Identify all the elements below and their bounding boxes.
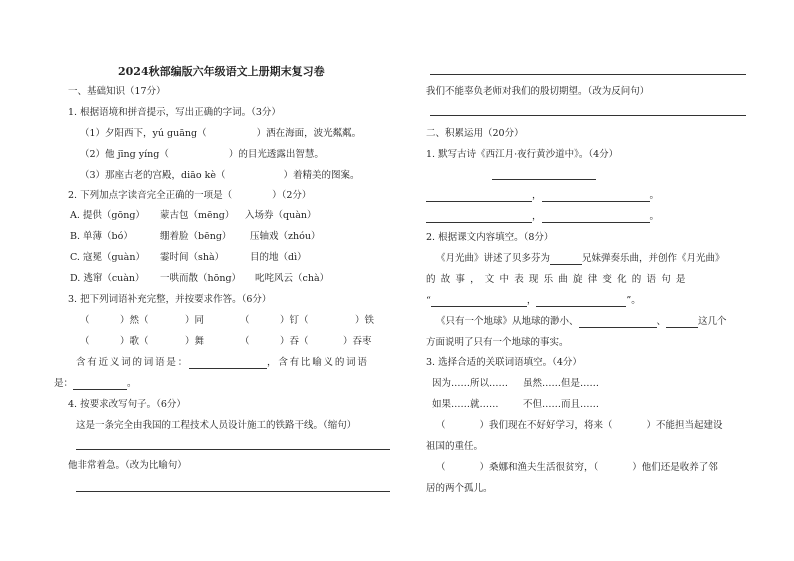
q7-word-1: 因为……所以…… (432, 378, 509, 389)
section-2-heading: 二、积累运用（20分） (426, 128, 524, 139)
q2-option-d-1: D. 逃窜（cuàn） (70, 273, 145, 284)
q2-option-d-3: 叱咤风云（chà） (255, 273, 330, 284)
q4-sentence-2: 他非常着急。（改为比喻句） (68, 460, 187, 471)
question-5: 1. 默写古诗《西江月·夜行黄沙道中》。（4分） (426, 149, 619, 160)
q1-item-1: （1）夕阳西下，yú guāng（ ）洒在海面，波光粼粼。 (80, 128, 362, 139)
q3-answer-line-2: 是： 。 (54, 378, 137, 389)
q7-sentence-1: （ ）我们现在不好好学习，将来（ ）不能担当起建设 (436, 420, 723, 431)
q1-item-2: （2）他 jīng yíng（ ）的目光透露出智慧。 (80, 149, 324, 160)
q2-option-a-1: A. 提供（gōng） (70, 210, 145, 221)
q3-row1-p4: （ (240, 315, 250, 326)
q3-row1-p3: ）同 (185, 315, 205, 326)
q6-line-2: 的故事，文中表现乐曲旋律变化的语句是 (426, 274, 691, 285)
q4-sentence-1: 这是一条完全由我国的工程技术人员设计施工的铁路干线。（缩句） (76, 420, 357, 431)
section-1-heading: 一、基础知识（17分） (68, 86, 166, 97)
poem-title-line[interactable] (492, 179, 596, 180)
q6-line-4: 《只有一个地球》从地球的渺小、 、 这几个 (436, 316, 727, 327)
q7-word-4: 不但……而且…… (523, 399, 600, 410)
q2-option-b-1: B. 单薄（bó） (70, 231, 133, 242)
q7-sentence-1-cont: 祖国的重任。 (426, 441, 484, 452)
r-answer-line-top[interactable] (430, 74, 746, 75)
q3-row2-p3: ）舞 (185, 336, 205, 347)
q3-row2-p6: ）吞枣 (343, 336, 372, 347)
q6-line-1: 《月光曲》讲述了贝多芬为 兄妹弹奏乐曲，并创作《月光曲》 (436, 253, 725, 264)
question-6: 2. 根据课文内容填空。（8分） (426, 232, 554, 243)
q7-sentence-2-cont: 居的两个孤儿。 (426, 483, 493, 494)
question-4: 4. 按要求改写句子。（6分） (68, 399, 186, 410)
q6-line-3: “ ， ”。 (426, 295, 641, 306)
q3-row2-p1: （ (80, 336, 90, 347)
q7-sentence-2: （ ）桑娜和渔夫生活很贫穷，（ ）他们还是收养了邻 (436, 462, 718, 473)
q3-row1-p1b: （ (80, 315, 90, 326)
q6-line-5: 方面说明了只有一个地球的事实。 (426, 337, 569, 348)
q3-answer-line: 含有近义词的词语是： ，含有比喻义的词语 (76, 357, 369, 368)
question-7: 3. 选择合适的关联词语填空。（4分） (426, 357, 582, 368)
q3-row1-p5: ）钉（ (280, 315, 309, 326)
q2-option-a-2: 蒙古包（mēng） (160, 210, 235, 221)
q7-word-3: 如果……就…… (432, 399, 499, 410)
q4-answer-line-2[interactable] (76, 491, 390, 492)
q4-answer-line-1[interactable] (76, 449, 390, 450)
q2-option-a-3: 入场券（quàn） (245, 210, 317, 221)
q2-option-b-3: 压轴戏（zhóu） (250, 231, 321, 242)
q4-answer-line-3[interactable] (430, 115, 746, 116)
q2-option-c-3: 目的地（dì） (250, 252, 307, 263)
q2-option-c-1: C. 寇冕（guàn） (70, 252, 145, 263)
poem-line-2: ， 。 (426, 211, 659, 223)
q3-row1-p2: ）然（ (120, 315, 149, 326)
q3-row1-p6: ）铁 (355, 315, 375, 326)
q7-word-2: 虽然……但是…… (523, 378, 600, 389)
q1-item-3: （3）那座古老的宫殿，diāo kè（ ）着精美的图案。 (80, 170, 360, 181)
q2-option-c-2: 霎时间（shà） (160, 252, 225, 263)
q3-row2-p5: ）吞（ (280, 336, 309, 347)
q3-row2-p2: ）歌（ (120, 336, 149, 347)
question-2: 2. 下列加点字读音完全正确的一项是（ ）（2分） (68, 190, 312, 201)
poem-line-1: ， 。 (426, 190, 659, 202)
q2-option-d-2: 一哄而散（hōng） (160, 273, 242, 284)
q2-option-b-2: 绷着脸（bēng） (160, 231, 232, 242)
question-1: 1. 根据语境和拼音提示，写出正确的字词。（3分） (68, 107, 281, 118)
question-3: 3. 把下列词语补充完整，并按要求作答。（6分） (68, 294, 272, 305)
q3-row2-p4: （ (240, 336, 250, 347)
page-title: 2024秋部编版六年级语文上册期末复习卷 (118, 65, 325, 78)
q4-sentence-3: 我们不能辜负老师对我们的殷切期望。（改为反问句） (426, 86, 650, 97)
